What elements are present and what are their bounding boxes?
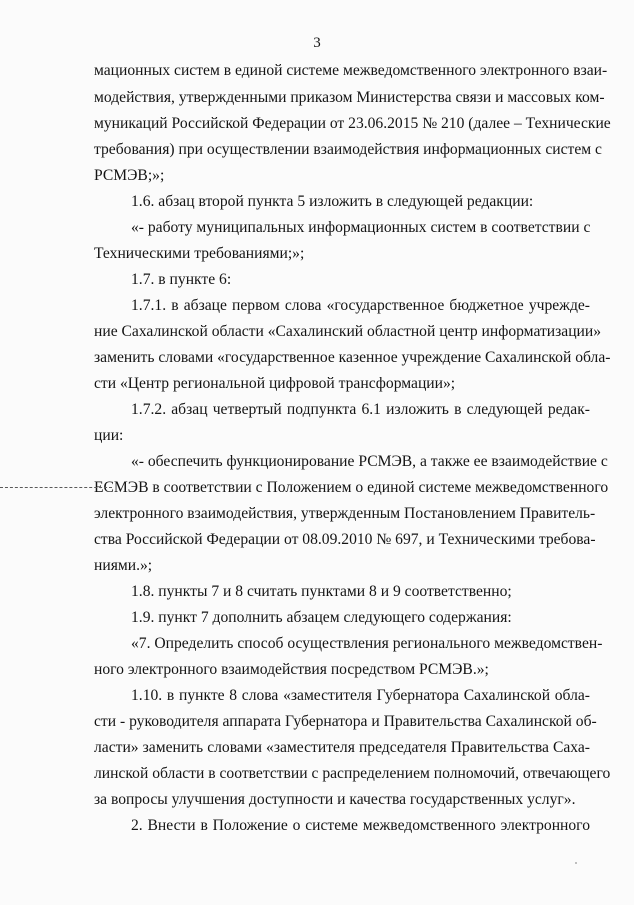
scan-margin-line xyxy=(0,487,112,488)
text-line: ласти» заменить словами «заместителя председателя Правительства Саха- xyxy=(94,739,590,756)
text-line: «7. Определить способ осуществления регионального межведомствен- xyxy=(131,635,603,652)
text-line: ЕСМЭВ в соответствии с Положением о единой системе межведомственного xyxy=(94,479,609,496)
text-line: сти «Центр региональной цифровой трансформации»; xyxy=(94,375,456,392)
text-line: за вопросы улучшения доступности и качества государственных услуг». xyxy=(94,791,576,808)
text-line: 1.7. в пункте 6: xyxy=(131,271,232,288)
text-line: РСМЭВ;»; xyxy=(94,167,165,184)
text-line: мационных систем в единой системе межведомственного электронного взаи- xyxy=(94,62,608,79)
scan-artifact-dot xyxy=(575,862,577,864)
text-line: 1.7.2. абзац четвертый подпункта 6.1 изложить в следующей редак- xyxy=(131,401,590,418)
text-line: сти - руководителя аппарата Губернатора и Правительства Сахалинской об- xyxy=(94,713,597,730)
text-line: линской области в соответствии с распределением полномочий, отвечающего xyxy=(94,765,611,782)
page-number: 3 xyxy=(313,35,321,51)
text-line: ниями.»; xyxy=(94,557,153,574)
text-line: муникаций Российской Федерации от 23.06.2015 № 210 (далее – Технические xyxy=(94,115,611,132)
text-line: 1.8. пункты 7 и 8 считать пунктами 8 и 9 соответственно; xyxy=(131,583,512,600)
text-line: 1.6. абзац второй пункта 5 изложить в следующей редакции: xyxy=(131,193,534,210)
text-line: 1.9. пункт 7 дополнить абзацем следующего содержания: xyxy=(131,609,512,626)
text-line: ние Сахалинской области «Сахалинский областной центр информатизации» xyxy=(94,323,602,340)
text-line: 1.10. в пункте 8 слова «заместителя Губернатора Сахалинской обла- xyxy=(131,687,590,704)
text-line: ства Российской Федерации от 08.09.2010 № 697, и Техническими требова- xyxy=(94,531,596,548)
text-line: ции: xyxy=(94,427,124,444)
text-line: заменить словами «государственное казенное учреждение Сахалинской обла- xyxy=(94,349,611,366)
text-line: «- работу муниципальных информационных систем в соответствии с xyxy=(131,219,591,236)
text-line: модействия, утвержденными приказом Министерства связи и массовых ком- xyxy=(94,89,605,106)
text-line: ного электронного взаимодействия посредством РСМЭВ.»; xyxy=(94,661,489,678)
text-line: «- обеспечить функционирование РСМЭВ, а также ее взаимодействие с xyxy=(131,453,608,470)
text-line: требования) при осуществлении взаимодействия информационных систем с xyxy=(94,141,602,158)
text-line: 2. Внести в Положение о системе межведомственного электронного xyxy=(131,817,590,834)
text-line: 1.7.1. в абзаце первом слова «государственное бюджетное учрежде- xyxy=(131,297,590,314)
text-line: электронного взаимодействия, утвержденным Постановлением Правитель- xyxy=(94,505,596,522)
text-line: Техническими требованиями;»; xyxy=(94,245,305,262)
